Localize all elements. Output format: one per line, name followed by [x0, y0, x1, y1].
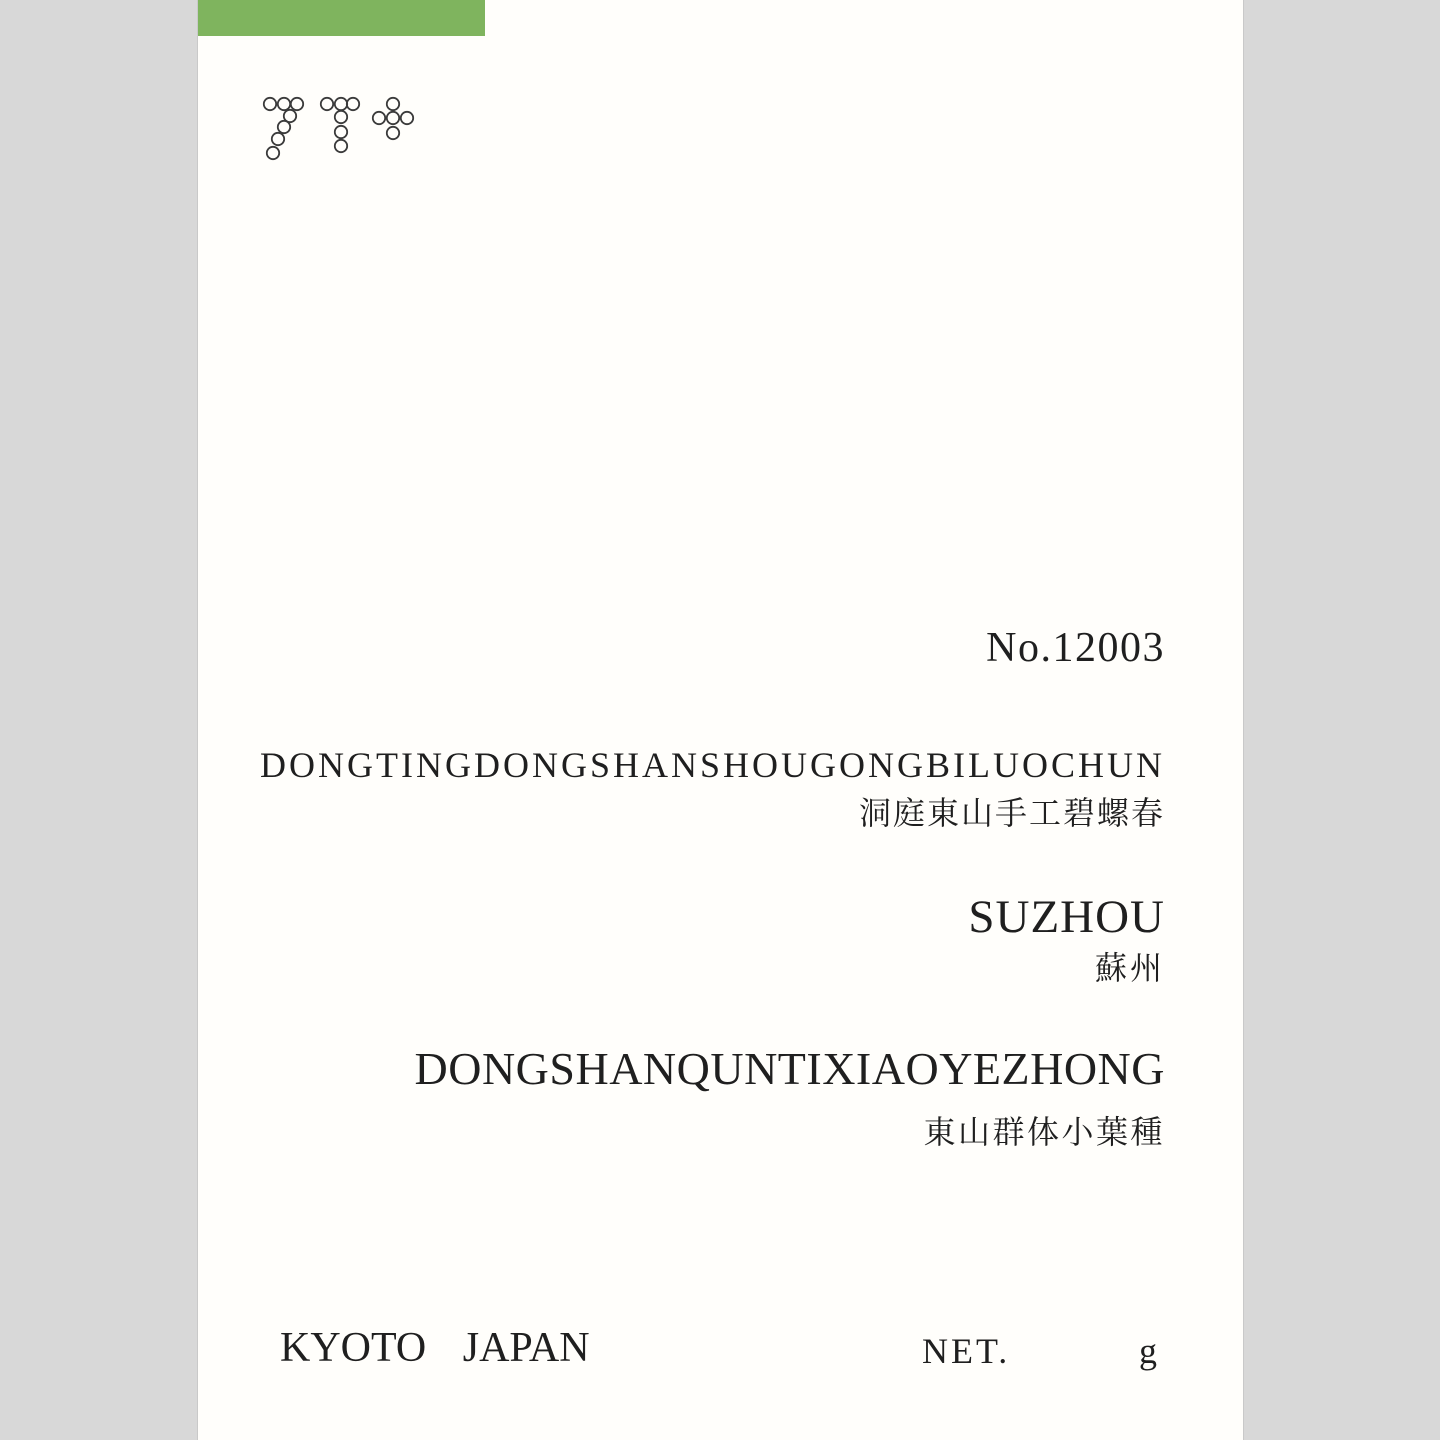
- product-number: No.12003: [986, 625, 1165, 671]
- origin-name-latin: SUZHOU: [968, 891, 1165, 943]
- product-name-latin: DONGTINGDONGSHANSHOUGONGBILUOCHUN: [260, 745, 1165, 785]
- net-weight-unit: g: [1139, 1331, 1157, 1371]
- net-weight-label: NET.: [922, 1331, 1011, 1371]
- product-name-cjk: 洞庭東山手工碧螺春: [858, 795, 1165, 831]
- brand-color-bar: [198, 0, 485, 36]
- origin-name-cjk: 蘇州: [1094, 950, 1165, 986]
- cultivar-name-latin: DONGSHANQUNTIXIAOYEZHONG: [414, 1043, 1165, 1094]
- tea-label-card: [198, 0, 1243, 1440]
- footer-city: KYOTO JAPAN: [280, 1325, 590, 1371]
- 7t-plus-logo-icon: [258, 95, 420, 163]
- cultivar-name-cjk: 東山群体小葉種: [923, 1114, 1165, 1150]
